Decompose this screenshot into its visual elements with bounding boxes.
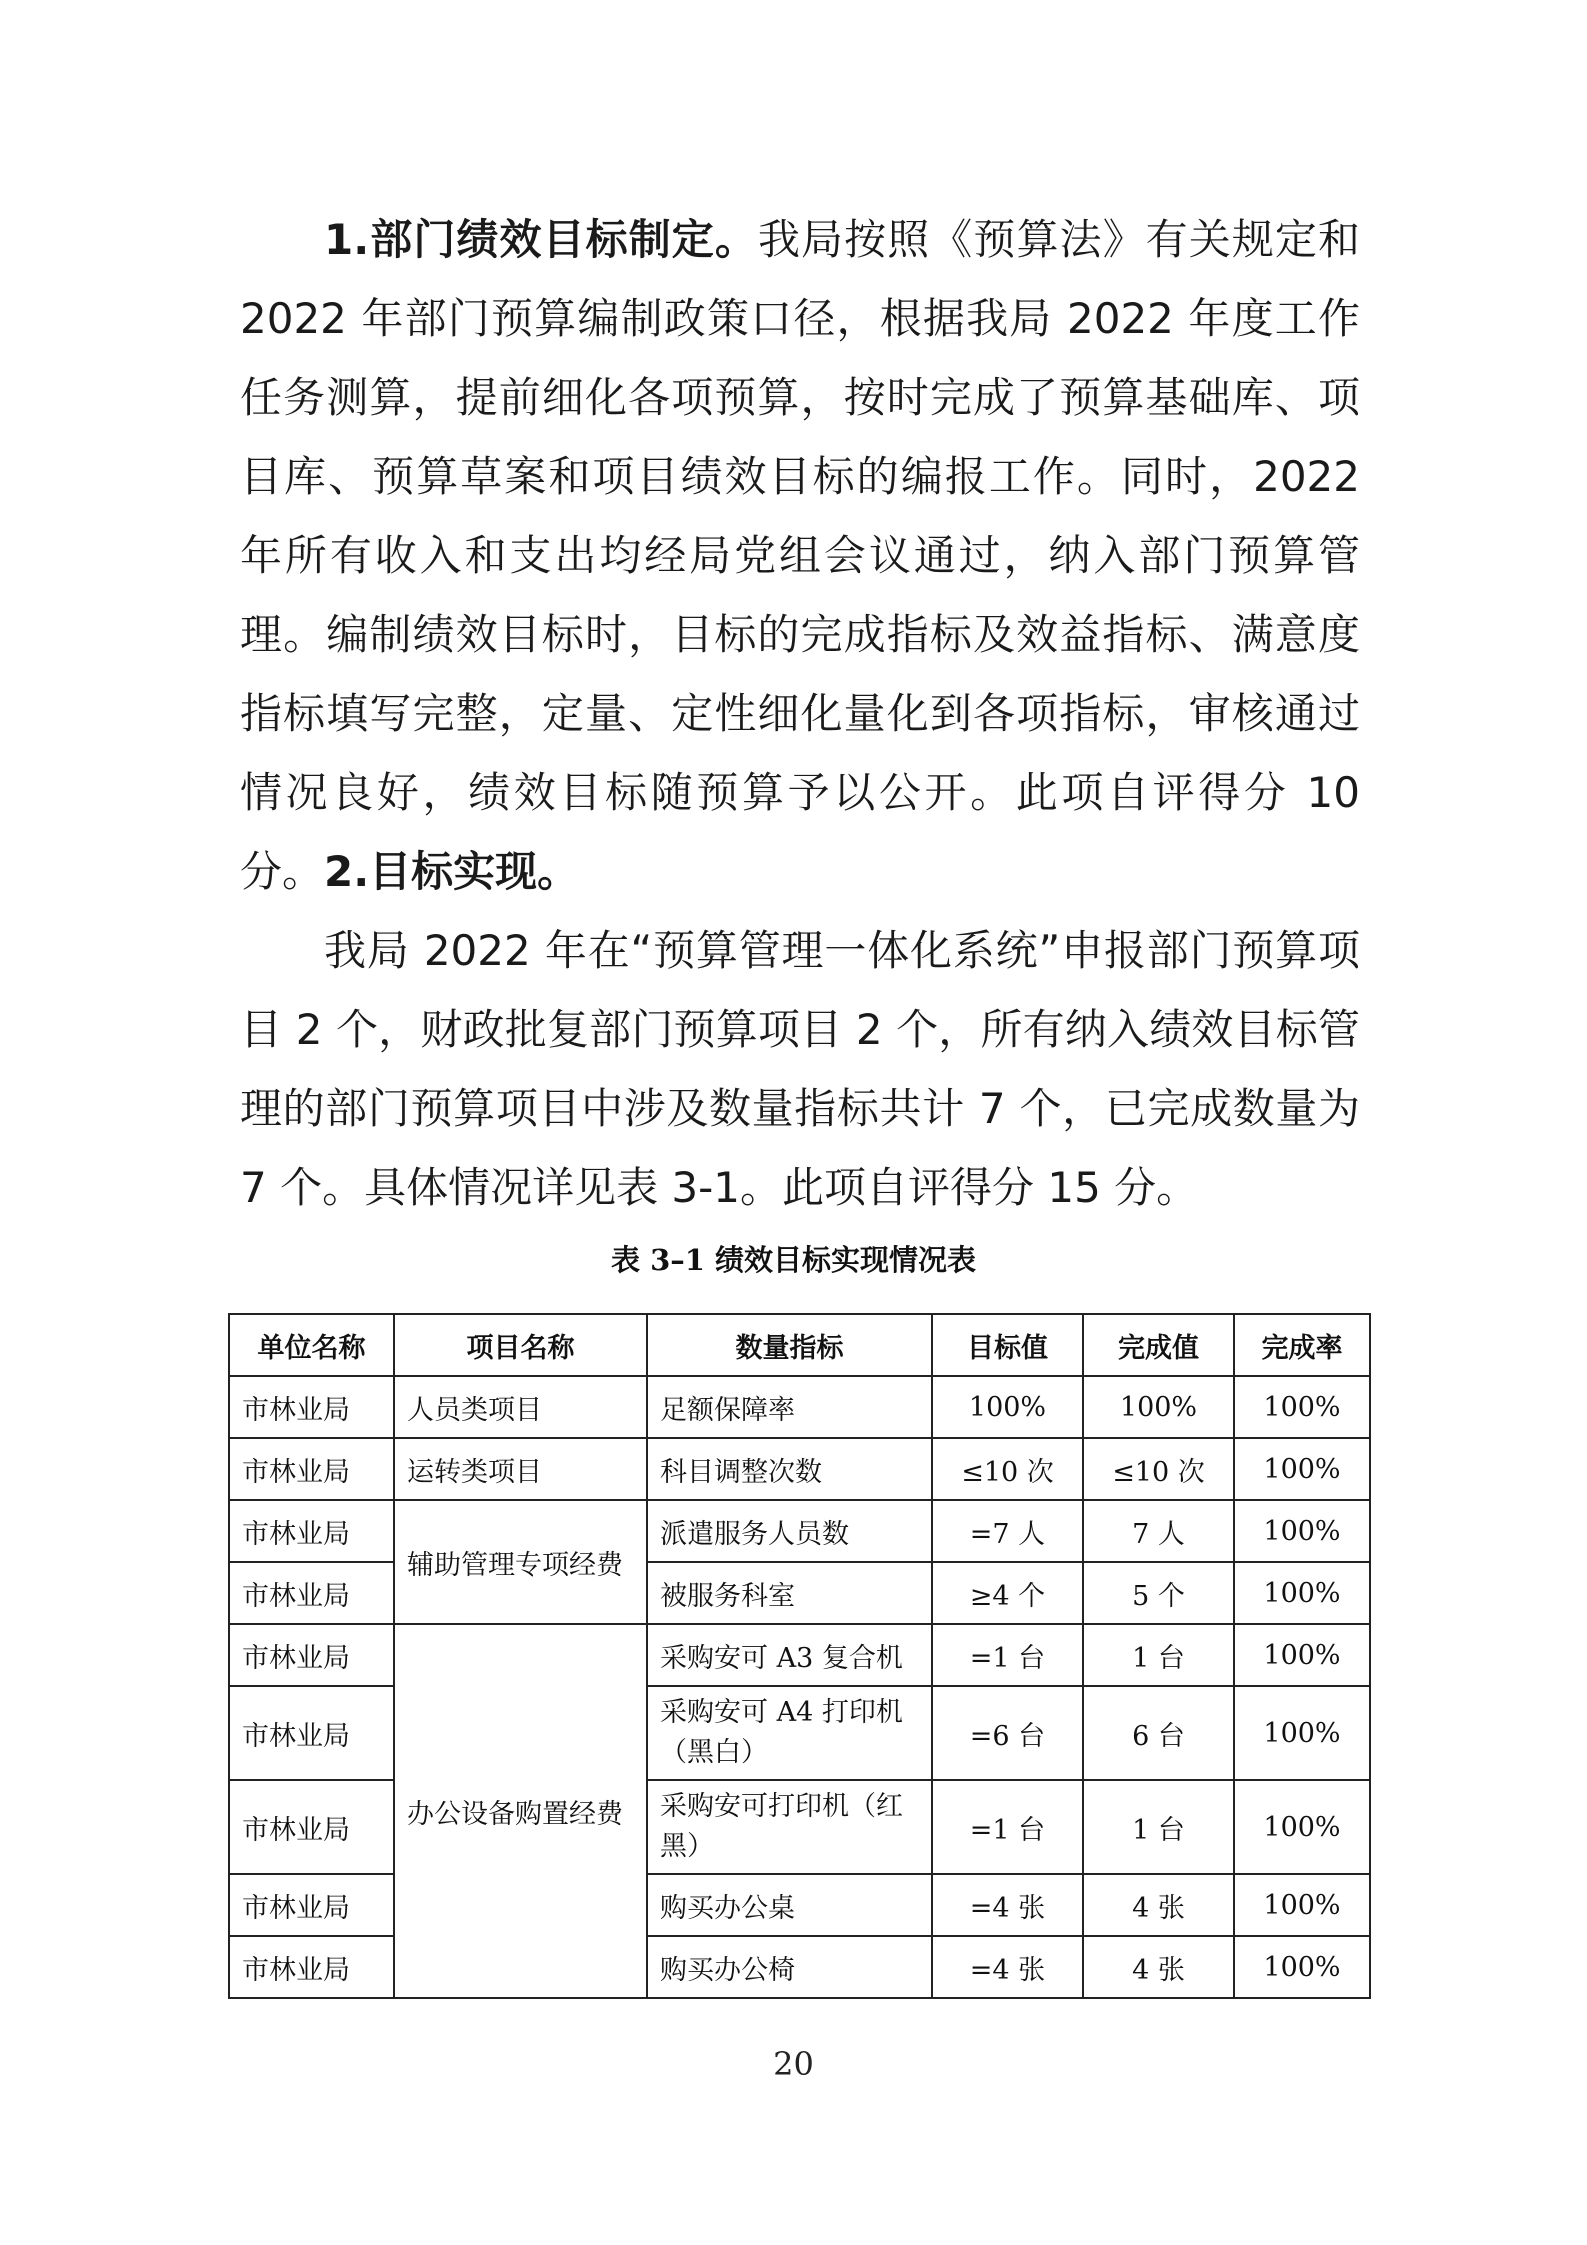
cell-actual: 1 台 [1083,1624,1234,1686]
cell-indicator: 购买办公桌 [647,1874,932,1936]
cell-rate: 100% [1234,1438,1370,1500]
cell-unit: 市林业局 [229,1780,394,1874]
performance-table [228,1313,1371,1999]
cell-indicator: 购买办公椅 [647,1936,932,1998]
cell-target: =4 张 [932,1874,1083,1936]
cell-unit: 市林业局 [229,1376,394,1438]
header-project: 项目名称 [394,1314,647,1376]
cell-unit: 市林业局 [229,1500,394,1562]
cell-rate: 100% [1234,1500,1370,1562]
cell-indicator: 派遣服务人员数 [647,1500,932,1562]
cell-indicator: 采购安可 A3 复合机 [647,1624,932,1686]
cell-project: 办公设备购置经费 [394,1624,647,1998]
cell-rate: 100% [1234,1624,1370,1686]
table-row [229,1624,1370,1686]
cell-rate: 100% [1234,1874,1370,1936]
cell-actual: 6 台 [1083,1686,1234,1780]
section-1-paragraph [240,200,1360,911]
cell-rate: 100% [1234,1562,1370,1624]
cell-indicator: 被服务科室 [647,1562,932,1624]
cell-target: =6 台 [932,1686,1083,1780]
cell-indicator: 足额保障率 [647,1376,932,1438]
cell-unit: 市林业局 [229,1936,394,1998]
table-caption: 表 3–1 绩效目标实现情况表 [610,1243,977,1277]
cell-target: ≤10 次 [932,1438,1083,1500]
cell-rate: 100% [1234,1376,1370,1438]
table-row [229,1500,1370,1562]
header-target: 目标值 [932,1314,1083,1376]
cell-target: =4 张 [932,1936,1083,1998]
cell-actual: ≤10 次 [1083,1438,1234,1500]
cell-rate: 100% [1234,1780,1370,1874]
header-indicator: 数量指标 [647,1314,932,1376]
cell-unit: 市林业局 [229,1686,394,1780]
section-1-heading: 1.部门绩效目标制定。 [324,215,758,264]
cell-rate: 100% [1234,1686,1370,1780]
cell-unit: 市林业局 [229,1624,394,1686]
section-2-text: 我局 2022 年在“预算管理一体化系统”申报部门预算项目 2 个，财政批复部门预算项目 2 个，所有纳入绩效目标管理的部门预算项目中涉及数量指标共计 7 个，已完成数量为 7 个。具体情况详见表 3-1。此项自评得分 15 分。 [240,926,1360,1212]
cell-actual: 4 张 [1083,1874,1234,1936]
header-actual: 完成值 [1083,1314,1234,1376]
cell-actual: 4 张 [1083,1936,1234,1998]
cell-unit: 市林业局 [229,1562,394,1624]
cell-target: =1 台 [932,1624,1083,1686]
cell-actual: 1 台 [1083,1780,1234,1874]
table-row [229,1376,1370,1438]
header-rate: 完成率 [1234,1314,1370,1376]
cell-rate: 100% [1234,1936,1370,1998]
cell-target: =7 人 [932,1500,1083,1562]
table-row [229,1438,1370,1500]
cell-indicator: 采购安可打印机（红黑） [647,1780,932,1874]
page-number: 20 [773,2045,814,2083]
cell-project: 人员类项目 [394,1376,647,1438]
cell-unit: 市林业局 [229,1874,394,1936]
section-2-heading: 2.目标实现。 [324,847,580,896]
cell-actual: 100% [1083,1376,1234,1438]
header-unit: 单位名称 [229,1314,394,1376]
cell-project: 运转类项目 [394,1438,647,1500]
cell-target: =1 台 [932,1780,1083,1874]
cell-indicator: 采购安可 A4 打印机（黑白） [647,1686,932,1780]
cell-actual: 5 个 [1083,1562,1234,1624]
section-1-text: 我局按照《预算法》有关规定和 2022 年部门预算编制政策口径，根据我局 2022 年度工作任务测算，提前细化各项预算，按时完成了预算基础库、项目库、预算草案和项目绩效目标的编报工作。同时，2022 年所有收入和支出均经局党组会议通过，纳入部门预算管理。编制绩效目标时，目标的完成指标及效益指标、满意度指标填写完整，定量、定性细化量化到各项指标，审核通过情况良好，绩效目标随预算予以公开。此项自评得分 10 分。 [240,215,1360,896]
cell-actual: 7 人 [1083,1500,1234,1562]
table-header-row [229,1314,1370,1376]
cell-target: 100% [932,1376,1083,1438]
cell-unit: 市林业局 [229,1438,394,1500]
cell-project: 辅助管理专项经费 [394,1500,647,1624]
cell-indicator: 科目调整次数 [647,1438,932,1500]
cell-target: ≥4 个 [932,1562,1083,1624]
